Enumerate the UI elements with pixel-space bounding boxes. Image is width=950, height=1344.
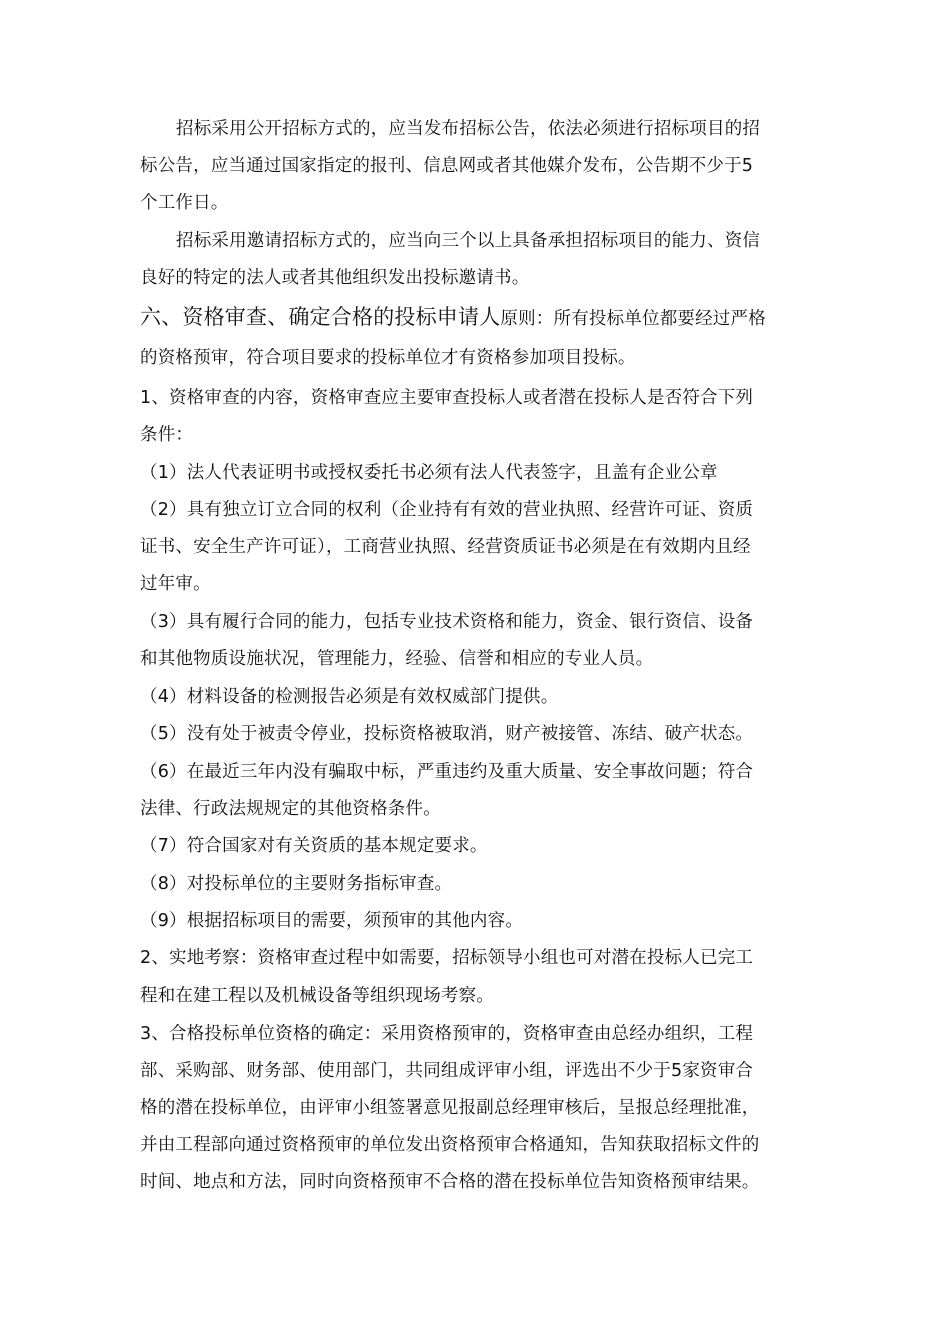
paragraph-line: 招标采用公开招标方式的，应当发布招标公告，依法必须进行招标项目的招 [176, 119, 761, 139]
paragraph-line: 时间、地点和方法，同时向资格预审不合格的潜在投标单位告知资格预审结果。 [140, 1172, 760, 1192]
list-item: 过年审。 [140, 574, 211, 594]
section-heading-rest: 原则：所有投标单位都要经过严格 [500, 309, 766, 329]
list-item: （8）对投标单位的主要财务指标审查。 [140, 874, 453, 894]
list-item: （4）材料设备的检测报告必须是有效权威部门提供。 [140, 687, 559, 707]
paragraph-line: 程和在建工程以及机械设备等组织现场考察。 [140, 986, 494, 1006]
list-item: 和其他物质设施状况，管理能力，经验、信誉和相应的专业人员。 [140, 649, 654, 669]
list-item: （5）没有处于被责令停业，投标资格被取消，财产被接管、冻结、破产状态。 [140, 724, 754, 744]
paragraph-line: 2、实地考察：资格审查过程中如需要，招标领导小组也可对潜在投标人已完工 [140, 948, 754, 968]
paragraph-line: 良好的特定的法人或者其他组织发出投标邀请书。 [140, 268, 530, 288]
section-heading: 六、资格审查、确定合格的投标申请人 [140, 305, 501, 329]
paragraph-line: 部、采购部、财务部、使用部门，共同组成评审小组，评选出不少于5家资审合 [140, 1061, 754, 1081]
list-item: （7）符合国家对有关资质的基本规定要求。 [140, 836, 488, 856]
list-item: （6）在最近三年内没有骗取中标，严重违约及重大质量、安全事故问题；符合 [140, 762, 754, 782]
paragraph-line: 条件： [140, 425, 194, 445]
paragraph-line: 格的潜在投标单位，由评审小组签署意见报副总经理审核后，呈报总经理批准， [140, 1098, 760, 1118]
paragraph-line: 3、合格投标单位资格的确定：采用资格预审的，资格审查由总经办组织，工程 [140, 1024, 754, 1044]
section-heading-line [140, 304, 820, 332]
paragraph-line: 1、资格审查的内容，资格审查应主要审查投标人或者潜在投标人是否符合下列 [140, 388, 754, 408]
paragraph-line: 招标采用邀请招标方式的，应当向三个以上具备承担招标项目的能力、资信 [176, 231, 761, 251]
list-item: （1）法人代表证明书或授权委托书必须有法人代表签字，且盖有企业公章 [140, 463, 718, 483]
list-item: （2）具有独立订立合同的权利（企业持有有效的营业执照、经营许可证、资质 [140, 500, 754, 520]
list-item: （3）具有履行合同的能力，包括专业技术资格和能力，资金、银行资信、设备 [140, 612, 754, 632]
list-item: 法律、行政法规规定的其他资格条件。 [140, 799, 441, 819]
paragraph-line: 并由工程部向通过资格预审的单位发出资格预审合格通知，告知获取招标文件的 [140, 1135, 760, 1155]
paragraph-line: 个工作日。 [140, 193, 229, 213]
list-item: （9）根据招标项目的需要，须预审的其他内容。 [140, 911, 524, 931]
paragraph-line: 的资格预审，符合项目要求的投标单位才有资格参加项目投标。 [140, 348, 636, 368]
paragraph-line: 标公告，应当通过国家指定的报刊、信息网或者其他媒介发布，公告期不少于5 [140, 156, 754, 176]
list-item: 证书、安全生产许可证），工商营业执照、经营资质证书必须是在有效期内且经 [140, 537, 751, 557]
